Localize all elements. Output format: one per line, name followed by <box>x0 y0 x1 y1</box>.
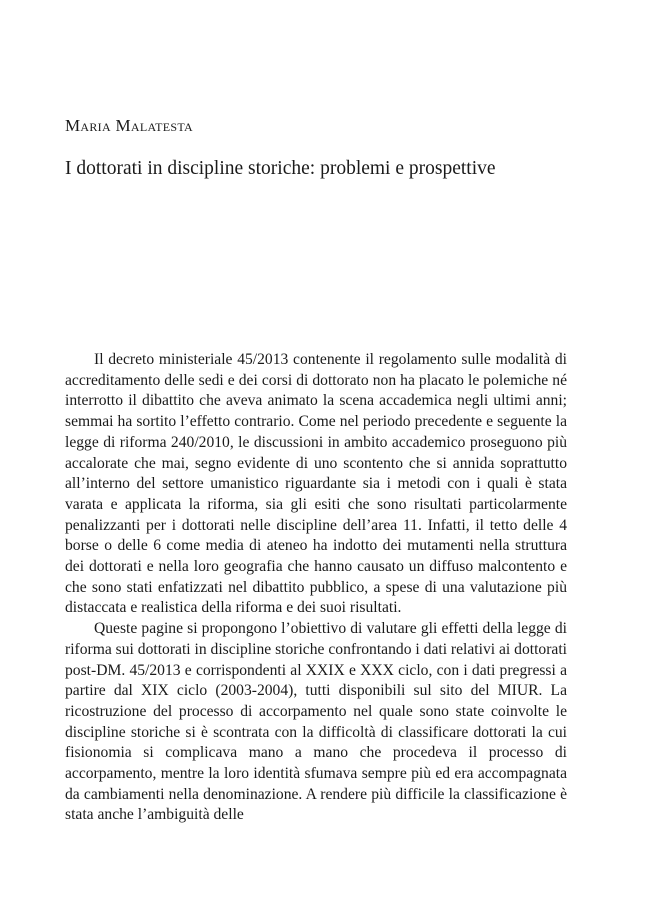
author-name: Maria Malatesta <box>65 116 194 135</box>
paragraph-2: Queste pagine si propongono l’obiettivo di valutare gli effetti della legge di riforma sui dottorati in discipline storiche confrontando i dati relativi ai dottorati post-DM. 45/2013 e corrispondenti al XXIX e XXX ciclo, con i dati pregressi a partire dal XIX ciclo (2003-2004), tutti disponibili sul sito del MIUR. La ricostruzione del processo di accorpamento nel quale sono state coinvolte le discipline storiche si è scontrata con la difficoltà di classificare dottorati la cui fisionomia si complicava mano a mano che procedeva il processo di accorpamento, mentre la loro identità sfumava sempre più ed era accompagnata da cambiamenti nella denominazione. A rendere più difficile la classificazione è stata anche l’ambiguità delle <box>65 620 567 824</box>
article-title: I dottorati in discipline storiche: problemi e prospettive <box>65 158 496 179</box>
article-body <box>65 350 567 826</box>
paragraph-1: Il decreto ministeriale 45/2013 contenente il regolamento sulle modalità di accreditamento delle sedi e dei corsi di dottorato non ha placato le polemiche né interrotto il dibattito che aveva animato la scena accademica negli ultimi anni; semmai ha sortito l’effetto contrario. Come nel periodo precedente e seguente la legge di riforma 240/2010, le discussioni in ambito accademico proseguono più accalorate che mai, segno evidente di uno scontento che si annida soprattutto all’interno del settore umanistico riguardante sia i metodi con i quali è stata varata e applicata la riforma, sia gli esiti che sono risultati particolarmente penalizzanti per i dottorati nelle discipline dell’area 11. Infatti, il tetto delle 4 borse o delle 6 come media di ateneo ha indotto dei mutamenti nella struttura dei dottorati e nella loro geografia che hanno causato un diffuso malcontento e che sono stati enfatizzati nel dibattito pubblico, a spese di una valutazione più distaccata e realistica della riforma e dei suoi risultati. <box>65 351 567 617</box>
